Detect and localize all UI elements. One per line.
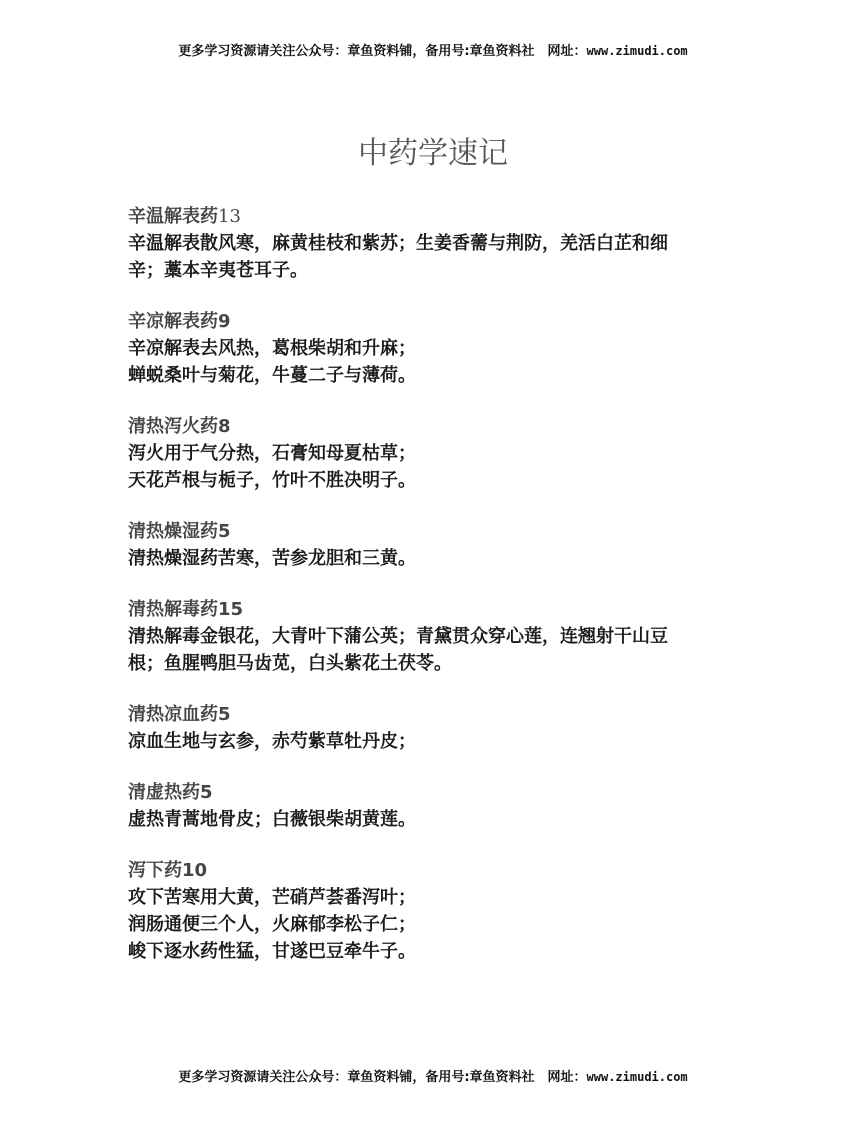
section-name: 清热解毒药 xyxy=(128,599,218,620)
section-heading xyxy=(128,203,728,230)
banner-url: www.zimudi.com xyxy=(586,44,688,58)
section-qingre-liangxue xyxy=(128,701,728,755)
banner-url: www.zimudi.com xyxy=(586,1070,688,1084)
section-count: 9 xyxy=(218,311,231,332)
section-qingre-zaoshi xyxy=(128,518,728,572)
section-count: 5 xyxy=(218,704,231,725)
verse-line: 辛凉解表去风热，葛根柴胡和升麻； xyxy=(128,338,416,359)
section-heading xyxy=(128,857,728,884)
section-name: 清热泻火药 xyxy=(128,416,218,437)
verse-line: 虚热青蒿地骨皮；白薇银柴胡黄莲。 xyxy=(128,809,416,830)
section-count: 5 xyxy=(200,782,213,803)
section-xinliang-jiebiao xyxy=(128,308,728,389)
section-heading xyxy=(128,308,728,335)
verse-line: 峻下逐水药性猛，甘遂巴豆牵牛子。 xyxy=(128,941,416,962)
verse-line: 天花芦根与栀子，竹叶不胜决明子。 xyxy=(128,470,416,491)
footer-banner xyxy=(0,1066,866,1085)
section-qingre-xiehuo xyxy=(128,413,728,494)
section-heading xyxy=(128,413,728,440)
section-count: 13 xyxy=(218,206,241,227)
section-qingre-jiedu xyxy=(128,596,728,677)
header-banner xyxy=(0,40,866,59)
section-heading xyxy=(128,518,728,545)
section-name: 清热凉血药 xyxy=(128,704,218,725)
section-count: 10 xyxy=(182,860,208,881)
section-name: 清虚热药 xyxy=(128,782,200,803)
section-heading xyxy=(128,596,728,623)
section-heading xyxy=(128,701,728,728)
section-name: 泻下药 xyxy=(128,860,182,881)
verse-line: 蝉蜕桑叶与菊花，牛蔓二子与薄荷。 xyxy=(128,365,416,386)
verse-line: 攻下苦寒用大黄，芒硝芦荟番泻叶； xyxy=(128,887,416,908)
page-title: 中药学速记 xyxy=(358,136,508,171)
section-xiexia xyxy=(128,857,728,965)
section-name: 辛凉解表药 xyxy=(128,311,218,332)
section-qing-xure xyxy=(128,779,728,833)
verse-line: 根；鱼腥鸭胆马齿苋，白头紫花土茯苓。 xyxy=(128,653,452,674)
verse-line: 辛温解表散风寒，麻黄桂枝和紫苏；生姜香薷与荆防，羌活白芷和细 xyxy=(128,233,668,254)
section-name: 清热燥湿药 xyxy=(128,521,218,542)
verse-line: 润肠通便三个人，火麻郁李松子仁； xyxy=(128,914,416,935)
section-xinwen-jiebiao xyxy=(128,203,728,284)
document-body xyxy=(128,203,728,989)
banner-text: 更多学习资源请关注公众号：章鱼资料铺，备用号:章鱼资料社 网址： xyxy=(178,1070,587,1085)
section-count: 8 xyxy=(218,416,231,437)
verse-line: 凉血生地与玄参，赤芍紫草牡丹皮； xyxy=(128,731,416,752)
verse-line: 清热解毒金银花，大青叶下蒲公英；青黛贯众穿心莲，连翘射干山豆 xyxy=(128,626,668,647)
section-heading xyxy=(128,779,728,806)
section-count: 5 xyxy=(218,521,231,542)
verse-line: 泻火用于气分热，石膏知母夏枯草； xyxy=(128,443,416,464)
verse-line: 辛；藁本辛夷苍耳子。 xyxy=(128,260,308,281)
section-name: 辛温解表药 xyxy=(128,206,218,227)
banner-text: 更多学习资源请关注公众号：章鱼资料铺，备用号:章鱼资料社 网址： xyxy=(178,44,587,59)
verse-line: 清热燥湿药苦寒，苦参龙胆和三黄。 xyxy=(128,548,416,569)
section-count: 15 xyxy=(218,599,244,620)
